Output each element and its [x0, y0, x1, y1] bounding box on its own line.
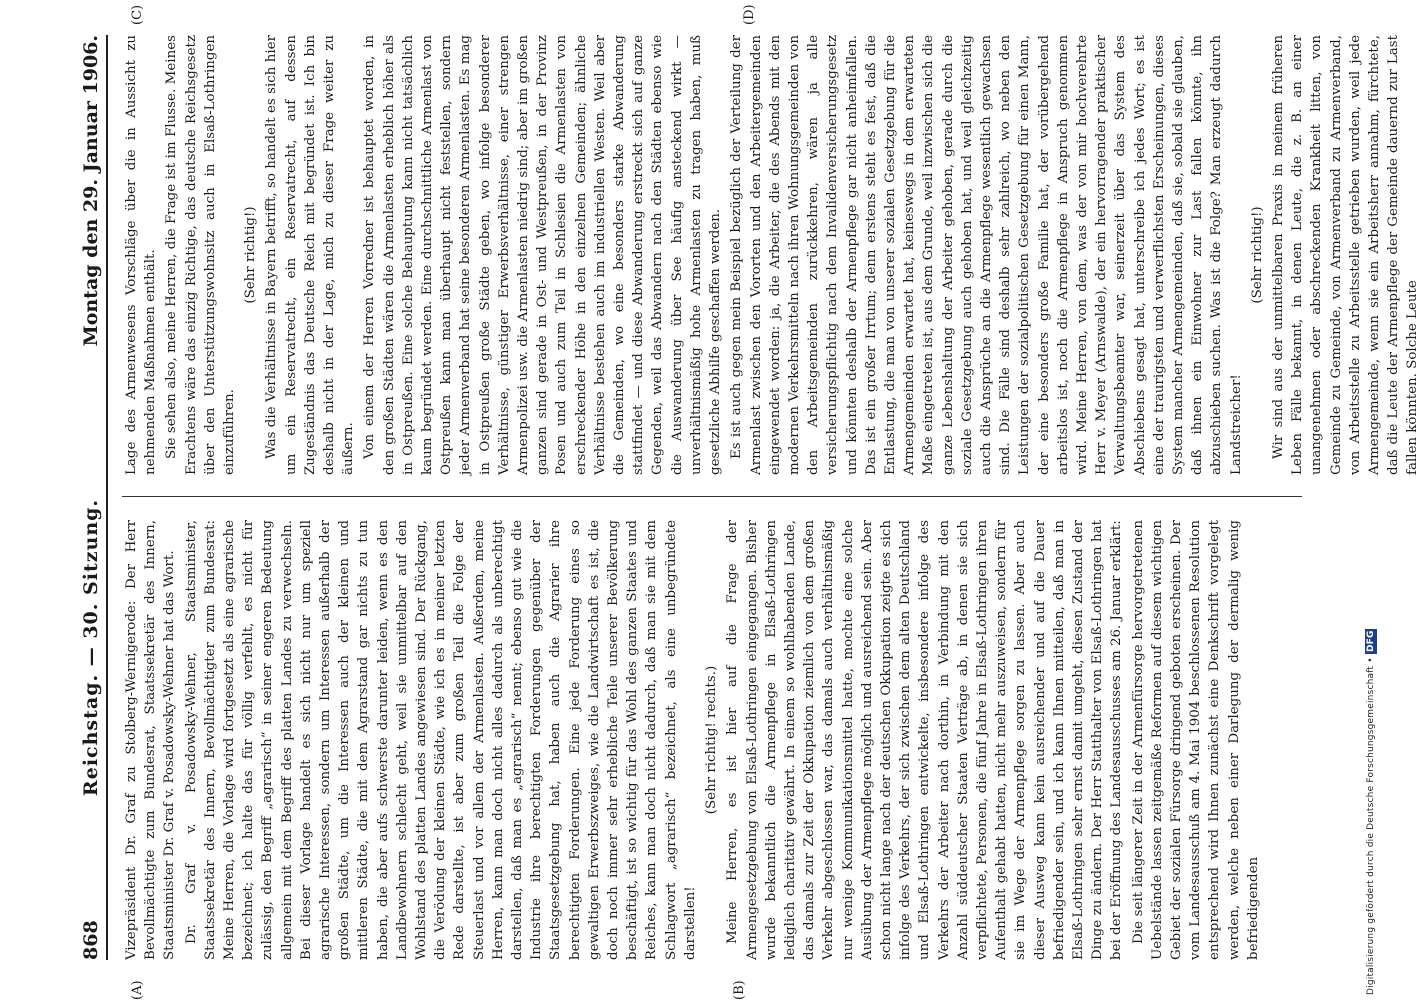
right-column	[122, 35, 1421, 475]
paragraph: Meine Herren, es ist hier auf die Frage der Armengesetzgebung von Elsaß-Lothringen eingegangen. Bisher wurde bekanntlich die Armenpflege in Elsaß-Lothringen lediglich charitativ gewährt. In einem so wohlhabenden Lande, das damals zur Zeit der Okkupation ziemlich von dem großen Verkehr abgeschlossen war, das damals auch verhältnismäßig nur wenige Kommunikationsmittel hatte, mochte eine solche Ausübung der Armenpflege möglich und ausreichend sein. Aber schon nicht lange nach der deutschen Okkupation zeigte es sich infolge des Verkehrs, der sich zwischen dem alten Deutschland und Elsaß-Lothringen entwickelte, insbesondere infolge des Verkehrs der Arbeiter nach dorthin, in Verbindung mit den Anzahl süddeutscher Staaten Verträge ab, in denen sie sich verpflichtete, Personen, die fünf Jahre in Elsaß-Lothringen ihren Aufenthalt gehabt hatten, nicht mehr auszuweisen, sondern für sie im Wege der Armenpflege sorgen zu lassen. Aber auch dieser Ausweg kann kein ausreichender und auf die Dauer befriedigender sein, und ich kann Ihnen mitteilen, daß man in Elsaß-Lothringen sehr ernst damit umgeht, diesen Zustand der Dinge zu ändern. Der Herr Statthalter von Elsaß-Lothringen hat bei der Eröffnung des Landesausschusses am 26. Januar erklärt:	[725, 520, 1125, 960]
page-header	[76, 35, 108, 960]
dfg-credit	[1365, 10, 1377, 995]
paragraph: Dr. Graf v. Posadowsky-Wehner, Staatsminister, Staatssekretär des Innern, Bevollmächtigter zum Bundesrat: Meine Herren, die Vorlage wird fortgesetzt als eine agrarische bezeichnet; ich halte das für völlig verfehlt, es nicht für zulässig, den Begriff „agrarisch“ in seiner engeren Bedeutung allgemein mit dem Begriff des platten Landes zu verwechseln. Bei dieser Vorlage handelt es sich nicht nur um speziell agrarische Interessen, sondern um Interessen außerhalb der großen Städte, um die Interessen auch der kleinen und mittleren Städte, die mit dem Agrarstand gar nichts zu tun haben, die aber aufs schwerste darunter leiden, wenn es den Landbewohnern schlecht geht, weil sie unmittelbar auf den Wohlstand des platten Landes angewiesen sind. Der Rückgang, die Verödung der kleinen Städte, wie ich es in meiner letzten Rede darstellte, ist aber zum großen Teil die Folge der Steuerlast und vor allem der Armenlasten. Außerdem, meine Herren, kann man doch nicht alles dadurch als unberechtigt darstellen, daß man es „agrarisch“ nennt; ebenso gut wie die Industrie ihre berechtigten Forderungen gegenüber der Staatsgesetzgebung hat, haben auch die Agrarier ihre berechtigten Forderungen. Eine jede Forderung eines so gewaltigen Erwerbszweiges, wie die Landwirtschaft es ist, die doch noch immer sehr erhebliche Teile unserer Bevölkerung beschäftigt, ist so wichtig für das Wohl des ganzen Staates und Reiches, kann man doch nicht dadurch, daß man sie mit dem Schlagwort „agrarisch“ bezeichnet, als eine unbegründete darstellen!	[183, 520, 698, 960]
interjection: (Sehr richtig! rechts.)	[704, 665, 720, 815]
interjection: (Sehr richtig!)	[243, 206, 259, 304]
session-date: Montag den 29. Januar 1906.	[80, 35, 102, 347]
interjection: (Sehr richtig!)	[1249, 206, 1265, 304]
margin-marker-a: (A)	[130, 980, 145, 1000]
paragraph: Was die Verhältnisse in Bayern betrifft, so handelt es sich hier um ein Reservatrecht, ein Reservatrecht, auf dessen Zugeständnis das Deutsche Reich mit begründet ist. Ich bin deshalb nicht in der Lage, mich zu dieser Frage weiter zu äußern.	[264, 35, 357, 475]
dfg-logo: DFG	[1366, 630, 1376, 653]
page-number: 868	[80, 920, 102, 960]
left-column	[122, 520, 1302, 960]
margin-marker-c: (C)	[130, 4, 145, 25]
dfg-credit-text: Digitalisierung gefördert durch die Deutsche Forschungsgemeinschaft •	[1366, 657, 1376, 995]
margin-marker-b: (B)	[732, 980, 747, 1000]
paragraph: Von einem der Herren Vorredner ist behauptet worden, in den großen Städten wären die Armenlasten erheblich höher als in Ostpreußen. Eine solche Behauptung kann nicht tatsächlich kaum begründet werden. Eine durchschnittliche Armenlast von Ostpreußen kann man überhaupt nicht feststellen, sondern jeder Armenverband hat seine besonderen Armenlasten. Es mag in Ostpreußen große Städte geben, wo infolge besonderer Verhältnisse, günstiger Erwerbsverhältnisse, einer strengen Armenpolizei usw. die Armenlasten niedrig sind; aber im großen ganzen sind gerade in Ost- und Westpreußen, in der Provinz Posen und auch zum Teil in Schlesien die Armenlasten von erschreckender Höhe in den einzelnen Gemeinden; ähnliche Verhältnisse bestehen auch im industriellen Westen. Weil aber die Gemeinden, wo eine besonders starke Abwanderung stattfindet — und diese Abwanderung erstreckt sich auf ganze Gegenden, weil das Abwandern nach den Städten ebenso wie die Auswanderung über See häufig ansteckend wirkt — unverhältnismäßig hohe Armenlasten zu tragen haben, muß gesetzliche Abhilfe geschaffen werden.	[362, 35, 724, 475]
paragraph: Sie sehen also, meine Herren, die Frage ist im Flusse. Meines Erachtens wäre das einzig Richtige, das deutsche Reichsgesetz über den Unterstützungswohnsitz auch in Elsaß-Lothringen einzuführen.	[164, 35, 238, 475]
column-divider	[122, 496, 1302, 497]
paragraph: Lage des Armenwesens Vorschläge über die in Aussicht zu nehmenden Maßnahmen enthält.	[124, 35, 159, 475]
paragraph: Vizepräsident Dr. Graf zu Stolberg-Wernigerode: Der Herr Bevollmächtigte zum Bundesrat, Staatssekretär des Innern, Staatsminister Dr. Graf v. Posadowsky-Wehner hat das Wort.	[124, 520, 178, 960]
paragraph: Es ist auch gegen mein Beispiel bezüglich der Verteilung der Armenlast zwischen den Vororten und den Arbeitergemeinden eingewendet worden: ja, die Arbeiter, die des Abends mit den modernen Verkehrsmitteln nach ihren Wohnungsgemeinden von den Arbeitsgemeinden zurückkehren, wären ja alle versicherungspflichtig nach dem Invalidenversicherungsgesetz und könnten deshalb der Armenpflege gar nicht anheimfallen. Das ist ein großer Irrtum; denn erstens steht es fest, daß die Entlastung, die man von unserer sozialen Gesetzgebung für die Armengemeinden erwartet hat, keineswegs in dem erwarteten Maße eingetreten ist, aus dem Grunde, weil inzwischen sich die ganze Lebenshaltung der Arbeiter gehoben, gerade durch die soziale Gesetzgebung auch gehoben hat, und weil gleichzeitig auch die Ansprüche an die Armenpflege wesentlich gewachsen sind. Die Fälle sind deshalb sehr zahlreich, wo neben den Leistungen der sozialpolitischen Gesetzgebung für einen Mann, der eine besonders große Familie hat, der vorübergehend arbeitslos ist, noch die Armenpflege in Anspruch genommen wird. Meine Herren, von dem, was der von mir hochverehrte Herr v. Meyer (Arnswalde), der ein hervorragender praktischer Verwaltungsbeamter war, seinerzeit über das System des Abschiebens gesagt hat, unterschreibe ich jedes Wort; es ist eine der traurigsten und verwerflichsten Erscheinungen, dieses System mancher Armengemeinden, daß sie, sobald sie glauben, daß ihnen ein Einwohner zur Last fallen könnte, ihn abzuschieben suchen. Was ist die Folge? Man erzeugt dadurch Landstreicher!	[729, 35, 1244, 475]
quotation: Die seit längerer Zeit in der Armenfürsorge hervorgetretenen Uebelstände lassen zeitgemäße Reformen auf diesem wichtigen Gebiet der sozialen Fürsorge dringend geboten erscheinen. Der vom Landesausschuß am 4. Mai 1904 beschlossenen Resolution entsprechend wird Ihnen zunächst eine Denkschrift vorgelegt werden, welche neben einer Darlegung der dermalig wenig befriedigenden	[1130, 520, 1261, 960]
session-title: Reichstag. — 30. Sitzung.	[80, 498, 102, 797]
paragraph: Wir sind aus der unmittelbaren Praxis in meinem früheren Leben Fälle bekannt, in denen Leute, die z. B. an einer unangenehmen oder abschreckenden Krankheit litten, von Gemeinde zu Gemeinde, von Armenverband zu Armenverband, von Arbeitsstelle zu Arbeitsstelle getrieben wurden, weil jede Armengemeinde, wenn sie ein Arbeitsherr annahm, fürchtete, daß die Leute der Armenpflege der Gemeinde dauernd zur Last fallen könnten. Solche Leute	[1270, 35, 1421, 475]
margin-marker-d: (D)	[742, 4, 757, 25]
